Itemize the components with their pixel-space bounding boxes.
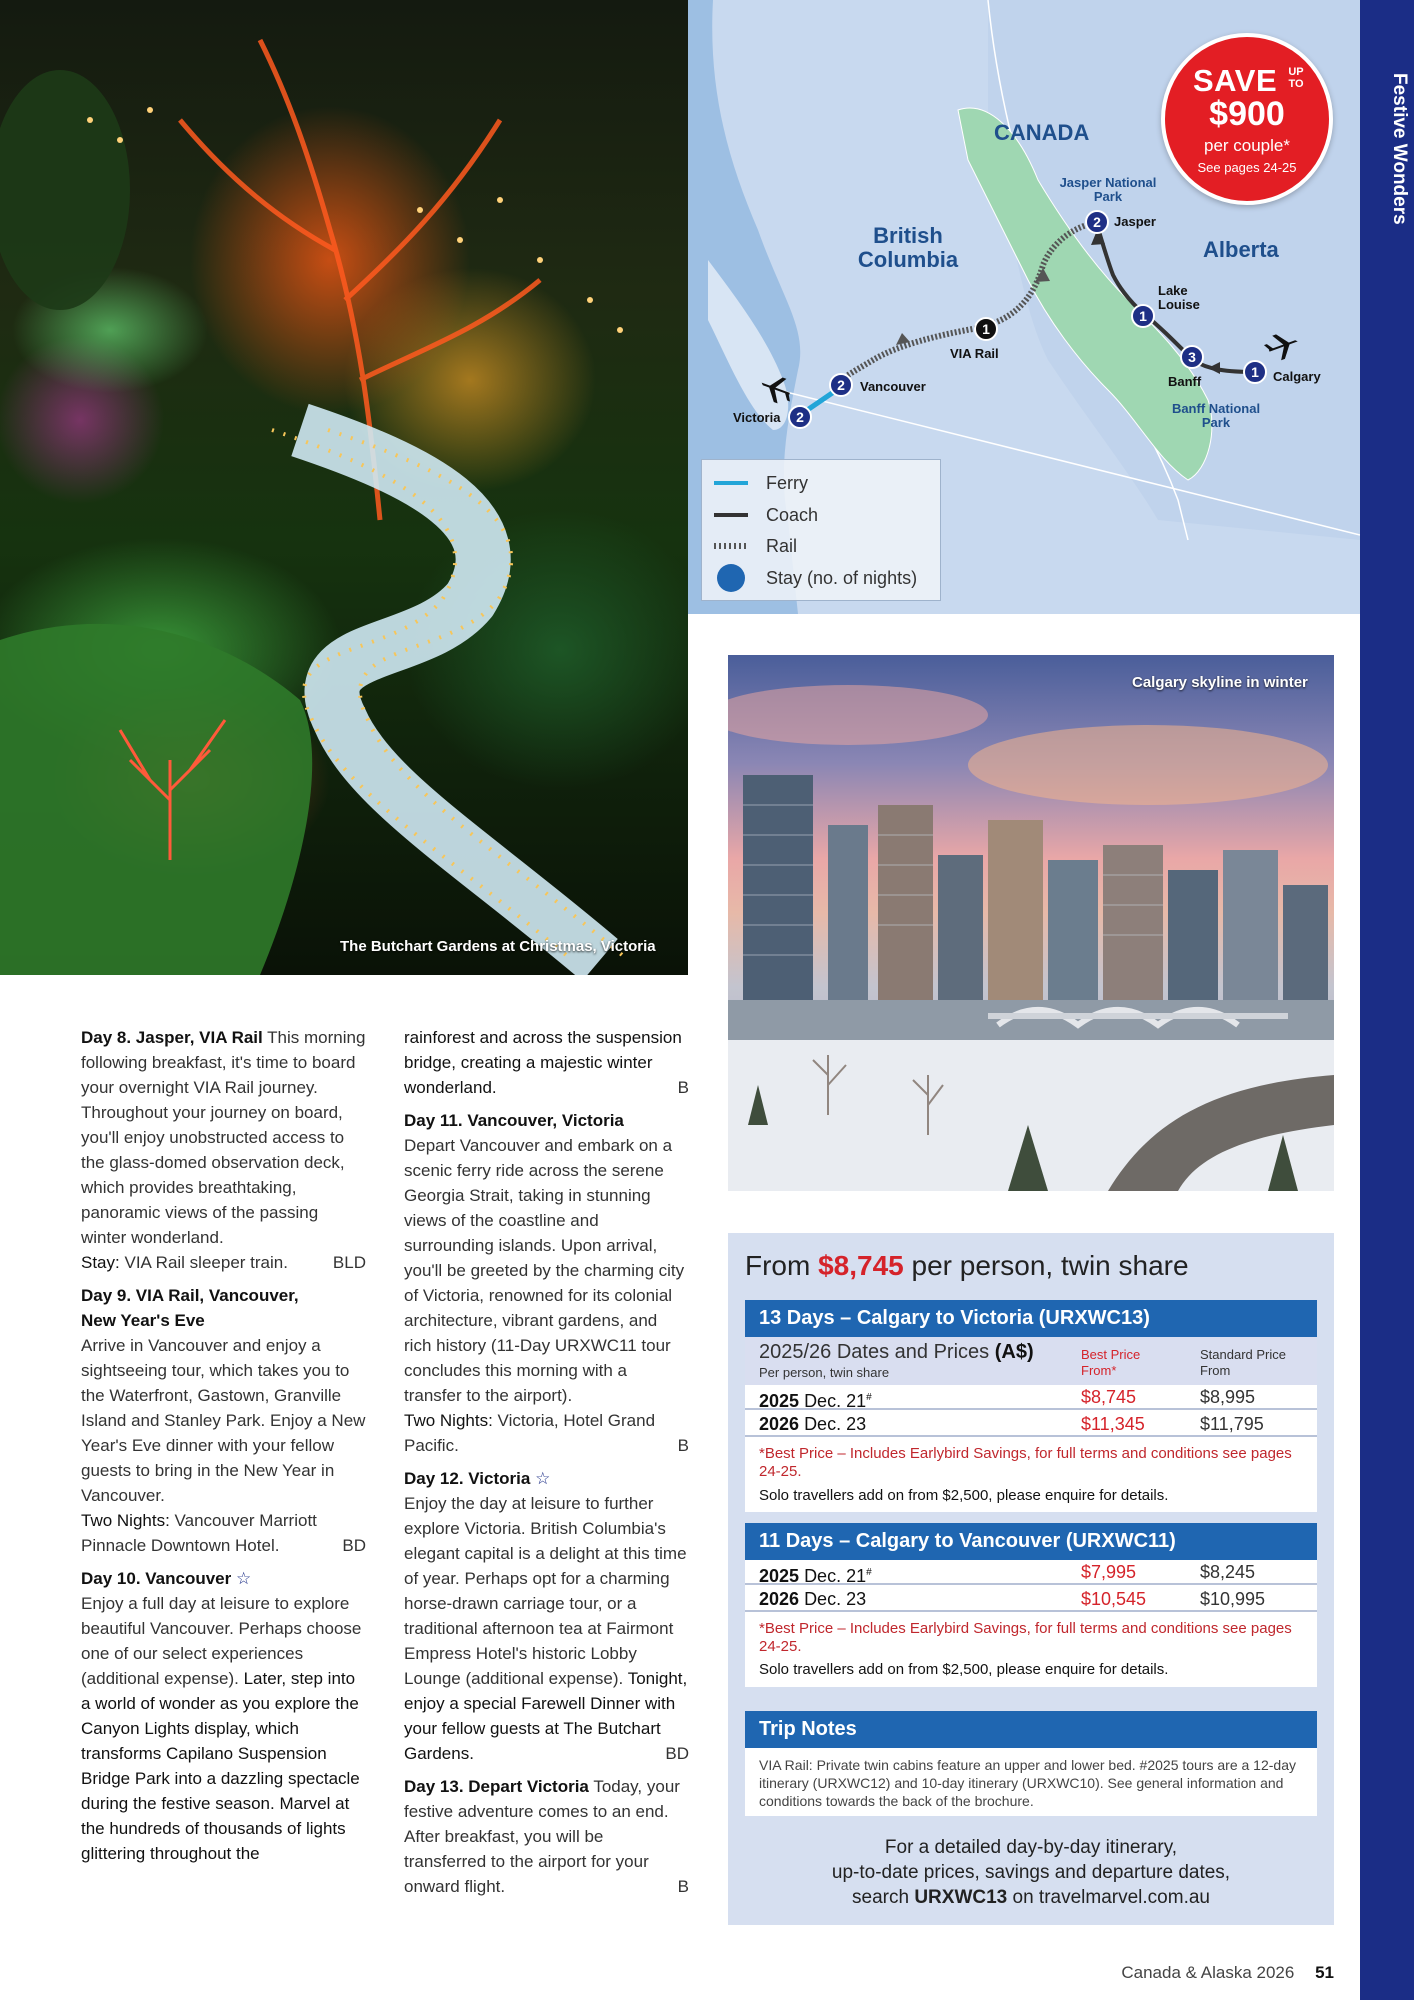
place-via-rail: VIA Rail bbox=[950, 346, 999, 361]
price-footer-line-1: For a detailed day-by-day itinerary, bbox=[884, 1837, 1178, 1858]
tour-13-best-price-note: *Best Price – Includes Earlybird Savings, for full terms and conditions see pages 24-25. bbox=[759, 1445, 1292, 1480]
day-11-meals: B bbox=[677, 1436, 689, 1455]
trip-notes-text: VIA Rail: Private twin cabins feature an upper and lower bed. #2025 tours are a 12-day itinerary (URXWC12) and 10-day itinerary (URXWC10). See general information and conditions towards the back of the brochure. bbox=[759, 1757, 1296, 1809]
photo-butchart-gardens bbox=[0, 0, 688, 975]
day-11-stay: Victoria, Hotel Grand Pacific. bbox=[404, 1411, 656, 1455]
day-8-body: This morning following breakfast, it's time to board your overnight VIA Rail journey. Throughout your journey on board, you'll enjoy unobstructed access to the glass-domed observation deck, which provides breathtaking, panoramic views of the passing winter wonderland. bbox=[81, 1028, 366, 1247]
map-province-bc: British Columbia bbox=[857, 223, 959, 273]
table-row: 2025 Dec. 21# $7,995 $8,245 bbox=[745, 1560, 1317, 1585]
stop-jasper: 2 bbox=[1085, 210, 1109, 234]
table-row: 2025 Dec. 21# $8,745 $8,995 bbox=[745, 1385, 1317, 1410]
trip-notes-panel bbox=[745, 1748, 1317, 1816]
dates-title: 2025/26 Dates and Prices bbox=[759, 1341, 990, 1363]
page-number: 51 bbox=[1315, 1963, 1334, 1982]
day-9-stay: Vancouver Marriott Pinnacle Downtown Hotel. bbox=[81, 1511, 317, 1555]
place-lake-louise: Lake Louise bbox=[1158, 283, 1200, 312]
place-calgary: Calgary bbox=[1273, 369, 1321, 384]
day-10-body: Enjoy a full day at leisure to explore beautiful Vancouver. Perhaps choose one of our select experiences (additional expense). bbox=[81, 1594, 362, 1688]
tour-11-best-price-note: *Best Price – Includes Earlybird Savings, for full terms and conditions see pages 24-25. bbox=[759, 1620, 1292, 1655]
place-vancouver: Vancouver bbox=[860, 379, 926, 394]
map-province-alberta: Alberta bbox=[1203, 237, 1279, 262]
page-footer bbox=[1121, 1963, 1334, 1983]
day-12-star-icon: ☆ bbox=[535, 1469, 551, 1488]
tour-13-solo-note: Solo travellers add on from $2,500, please enquire for details. bbox=[759, 1487, 1169, 1504]
tour-11-header: 11 Days – Calgary to Vancouver (URXWC11) bbox=[745, 1523, 1317, 1560]
photo-caption-calgary: Calgary skyline in winter bbox=[1132, 674, 1308, 691]
itinerary-day-10-continued bbox=[404, 1025, 689, 1100]
best-price-column-label: Best Price From* bbox=[1081, 1347, 1141, 1378]
table-row: 2026 Dec. 23 $11,345 $11,795 bbox=[745, 1412, 1317, 1437]
stop-banff: 3 bbox=[1180, 345, 1204, 369]
publication-title: Canada & Alaska 2026 bbox=[1121, 1963, 1295, 1982]
day-10-title: Day 10. Vancouver bbox=[81, 1569, 232, 1588]
day-8-stay-label: Stay: bbox=[81, 1253, 120, 1272]
itinerary-day-12 bbox=[404, 1466, 689, 1766]
day-12-body: Enjoy the day at leisure to further explore Victoria. British Columbia's elegant capital is a delight at this time of year. Perhaps opt for a charming horse-drawn carriage tour, or a traditional afternoon tea at Fairmont Empress Hotel's historic Lobby Lounge (additional expense). bbox=[404, 1494, 687, 1688]
price-footer-line-3: search URXWC13 on travelmarvel.com.au bbox=[852, 1887, 1210, 1908]
photo-calgary-skyline bbox=[728, 655, 1334, 1191]
day-8-title: Day 8. Jasper, VIA Rail bbox=[81, 1028, 263, 1047]
side-tab-label: Festive Wonders bbox=[1389, 73, 1410, 225]
place-victoria: Victoria bbox=[733, 410, 781, 425]
day-8-stay: VIA Rail sleeper train. bbox=[124, 1253, 288, 1272]
photo-caption-gardens: The Butchart Gardens at Christmas, Victoria bbox=[340, 938, 656, 955]
stop-via-rail: 1 bbox=[974, 317, 998, 341]
save-badge: SAVE UP TO $900 per couple* See pages 24-25 bbox=[1161, 33, 1333, 205]
stop-calgary: 1 bbox=[1243, 360, 1267, 384]
table-row: 2026 Dec. 23 $10,545 $10,995 bbox=[745, 1587, 1317, 1612]
itinerary-day-10 bbox=[81, 1566, 366, 1866]
tour-13-dates-header bbox=[745, 1337, 1317, 1385]
day-10-highlight: Later, step into a world of wonder as you explore the Canyon Lights display, which transforms Capilano Suspension Bridge Park into a dazzling spectacle during the festive season. Marvel at the hundreds of thousands of lights glittering throughout the bbox=[81, 1669, 360, 1863]
day-9-meals: BD bbox=[342, 1536, 366, 1555]
itinerary-column-1 bbox=[81, 1025, 366, 1874]
dates-subtitle: Per person, twin share bbox=[759, 1365, 890, 1380]
legend-coach: Coach bbox=[714, 503, 818, 527]
map-park-jasper: Jasper National Park bbox=[1059, 175, 1157, 204]
stop-victoria: 2 bbox=[788, 405, 812, 429]
itinerary-day-11 bbox=[404, 1108, 689, 1458]
map-legend bbox=[701, 459, 941, 601]
day-9-stay-label: Two Nights: bbox=[81, 1511, 170, 1530]
route-map bbox=[688, 0, 1360, 614]
tour-13-prices bbox=[745, 1337, 1317, 1512]
map-country-label: CANADA bbox=[994, 120, 1090, 145]
price-heading: From $8,745 per person, twin share bbox=[745, 1250, 1189, 1281]
stop-vancouver: 2 bbox=[829, 373, 853, 397]
pricing-panel bbox=[728, 1233, 1334, 1925]
itinerary-day-8 bbox=[81, 1025, 366, 1275]
gardens-illustration bbox=[0, 0, 688, 975]
section-side-tab bbox=[1360, 0, 1414, 2000]
price-footer-line-2: up-to-date prices, savings and departure dates, bbox=[831, 1862, 1231, 1883]
day-12-title: Day 12. Victoria bbox=[404, 1469, 531, 1488]
place-jasper: Jasper bbox=[1114, 214, 1156, 229]
day-12-meals: BD bbox=[665, 1744, 689, 1763]
day-10-star-icon: ☆ bbox=[236, 1569, 252, 1588]
day-13-title: Day 13. Depart Victoria bbox=[404, 1777, 589, 1796]
day-11-title: Day 11. Vancouver, Victoria bbox=[404, 1111, 624, 1130]
currency-label: (A$) bbox=[994, 1341, 1034, 1363]
day-9-title: Day 9. VIA Rail, Vancouver, New Year's Eve bbox=[81, 1286, 299, 1330]
day-13-meals: B bbox=[677, 1877, 689, 1896]
map-park-banff: Banff National Park bbox=[1171, 401, 1261, 430]
stop-lake-louise: 1 bbox=[1131, 304, 1155, 328]
itinerary-day-13 bbox=[404, 1774, 689, 1899]
trip-notes-header: Trip Notes bbox=[745, 1711, 1317, 1748]
price-heading-amount: $8,745 bbox=[818, 1250, 904, 1281]
itinerary-day-9 bbox=[81, 1283, 366, 1558]
place-banff: Banff bbox=[1168, 374, 1202, 389]
legend-stay: Stay (no. of nights) bbox=[714, 566, 917, 590]
standard-price-column-label: Standard Price From bbox=[1200, 1347, 1286, 1378]
day-9-body: Arrive in Vancouver and enjoy a sightseeing tour, which takes you to the Waterfront, Gastown, Granville Island and Stanley Park. Enjoy a New Year's Eve dinner with your fellow guests to bring in the New Year in Vancouver. bbox=[81, 1336, 366, 1505]
tour-13-header: 13 Days – Calgary to Victoria (URXWC13) bbox=[745, 1300, 1317, 1337]
itinerary-column-2 bbox=[404, 1025, 689, 1907]
tour-11-solo-note: Solo travellers add on from $2,500, please enquire for details. bbox=[759, 1661, 1169, 1678]
day-10-meals: B bbox=[677, 1078, 689, 1097]
tour-11-prices bbox=[745, 1560, 1317, 1687]
legend-rail: Rail bbox=[714, 534, 797, 558]
day-8-meals: BLD bbox=[332, 1253, 366, 1272]
day-13-body: Today, your festive adventure comes to an end. After breakfast, you will be transferred to the airport for your onward flight. bbox=[404, 1777, 680, 1896]
calgary-illustration bbox=[728, 655, 1334, 1191]
day-12-highlight: Tonight, enjoy a special Farewell Dinner with your fellow guests at The Butchart Gardens. bbox=[404, 1669, 688, 1763]
legend-ferry: Ferry bbox=[714, 471, 808, 495]
day-11-stay-label: Two Nights: bbox=[404, 1411, 493, 1430]
day-10-highlight-continued: rainforest and across the suspension bridge, creating a majestic winter wonderland. bbox=[404, 1028, 682, 1097]
tour-code: URXWC13 bbox=[914, 1887, 1008, 1908]
day-11-body: Depart Vancouver and embark on a scenic ferry ride across the serene Georgia Strait, taking in stunning views of the coastline and surrounding islands. Upon arrival, you'll be greeted by the charming city of Victoria, renowned for its colonial architecture, vibrant gardens, and rich history (11-Day URXWC11 tour concludes this morning with a transfer to the airport). bbox=[404, 1136, 685, 1405]
